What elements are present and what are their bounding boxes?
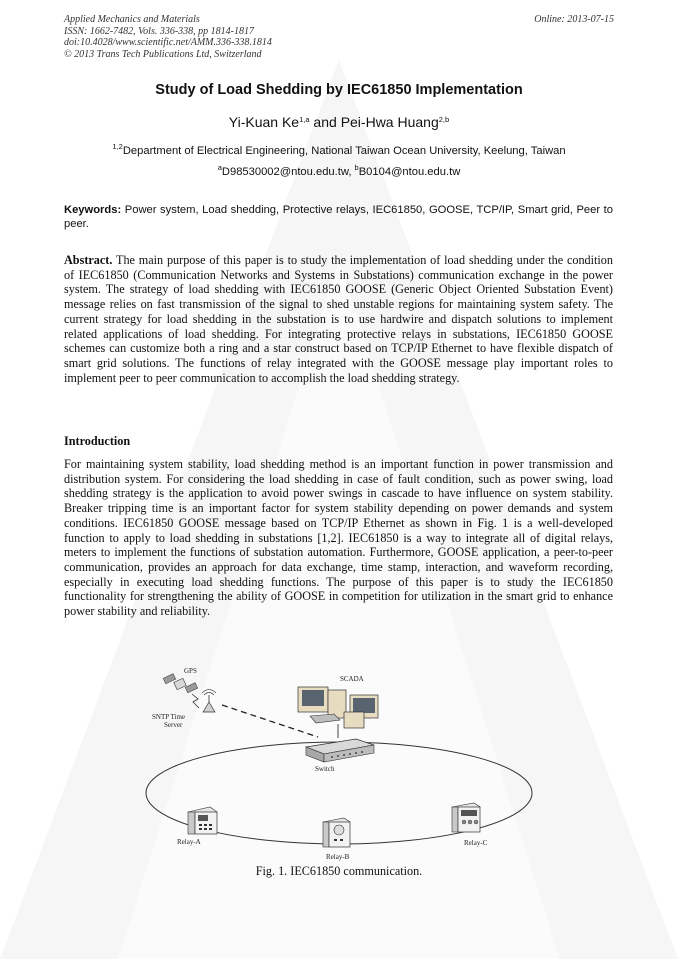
relay-c-icon bbox=[452, 803, 480, 832]
relay-a-icon bbox=[188, 807, 217, 834]
relay-c-label: Relay-C bbox=[464, 839, 488, 847]
introduction-heading: Introduction bbox=[64, 434, 131, 448]
paper-title: Study of Load Shedding by IEC61850 Implementation bbox=[155, 82, 523, 98]
introduction-text: For maintaining system stability, load shedding method is an important function in power transmission and distribution system. For considering the load shedding in case of fault condition, such as power swing, load shedding strategy is the application to avoid power swings in cascade to have influence on system stability. Breaker tripping time is an important factor for system stability depending on power demands and system conditions. IEC61850 GOOSE message based on TCP/IP Ethernet as shown in Fig. 1 is a well-developed function to apply to load shedding in substations [1,2]. IEC61850 is a way to integrate all of digital relays, meters to implement the functions of substation automation. Furthermore, GOOSE application, a peer-to-peer communication, provides an approach for data exchange, time stamp, interaction, and waveform recording, especially in executing load shedding functions. The purpose of this paper is to study the IEC61850 functionality for strengthening the ability of GOOSE in competition for utilization in the smart grid to enhance power stability and reliability. bbox=[64, 457, 613, 619]
author-1-sup: 1,a bbox=[299, 115, 310, 124]
gps-satellite-icon bbox=[163, 674, 198, 693]
copyright-line: © 2013 Trans Tech Publications Ltd, Switzerland bbox=[64, 48, 262, 60]
scada-computers-icon bbox=[298, 687, 378, 728]
signal-zigzag bbox=[192, 694, 199, 708]
relay-a-label: Relay-A bbox=[177, 838, 201, 846]
relay-b-icon bbox=[323, 818, 350, 847]
online-date: Online: 2013-07-15 bbox=[534, 14, 614, 25]
abstract-text: The main purpose of this paper is to study the implementation of load shedding under the condition of IEC61850 (Communication Networks and Systems in Substations) communication exchange in the power system. The strategy of load shedding with IEC61850 GOOSE (Generic Object Oriented Substation Event) message relies on fast transmission of the signal to shed unstable regions for maintaining system safety. The current strategy for load shedding in the substation is to use hardwire and dispatch solutions to implement related applications of load shedding. For integrating protective relays in substations, IEC61850 GOOSE schemes can customize both a ring and a star construct based on TCP/IP Ethernet to have flexible dispatch of smart grid solutions. The functions of relay integrated with the GOOSE message play important roles to implement peer to peer communication to accomplish the load shedding strategy. bbox=[64, 253, 617, 385]
scada-label: SCADA bbox=[340, 675, 364, 683]
affiliation-sup: 1,2 bbox=[112, 142, 123, 151]
keywords-text: Power system, Load shedding, Protective relays, IEC61850, GOOSE, TCP/IP, Smart grid, Peer to peer. bbox=[64, 204, 617, 230]
author-2-sup: 2,b bbox=[438, 115, 450, 124]
email-b-sup: b bbox=[354, 163, 359, 172]
author-2: Pei-Hwa Huang bbox=[340, 114, 439, 130]
gps-label: GPS bbox=[184, 667, 197, 675]
keywords-label: Keywords: bbox=[64, 204, 122, 216]
doi-line: doi:10.4028/www.scientific.net/AMM.336-338.1814 bbox=[64, 37, 272, 48]
sntp-server-icon bbox=[202, 690, 216, 713]
email-a-sup: a bbox=[217, 163, 222, 172]
sntp-label-line1: SNTP Time bbox=[152, 713, 186, 721]
affiliation-text: Department of Electrical Engineering, National Taiwan Ocean University, Keelung, Taiwan bbox=[122, 145, 566, 157]
switch-label: Switch bbox=[315, 765, 335, 773]
journal-name: Applied Mechanics and Materials bbox=[64, 14, 200, 25]
email-a: D98530002@ntou.edu.tw, bbox=[221, 166, 355, 178]
relay-b-label: Relay-B bbox=[326, 853, 350, 861]
email-b: B0104@ntou.edu.tw bbox=[358, 166, 461, 178]
sntp-label-line2: Server bbox=[164, 721, 183, 729]
author-and: and bbox=[309, 114, 341, 130]
author-1: Yi-Kuan Ke bbox=[228, 114, 300, 130]
figure-caption: Fig. 1. IEC61850 communication. bbox=[255, 864, 423, 878]
issn-line: ISSN: 1662-7482, Vols. 336-338, pp 1814-1817 bbox=[64, 25, 254, 37]
abstract-label: Abstract. bbox=[64, 253, 113, 267]
